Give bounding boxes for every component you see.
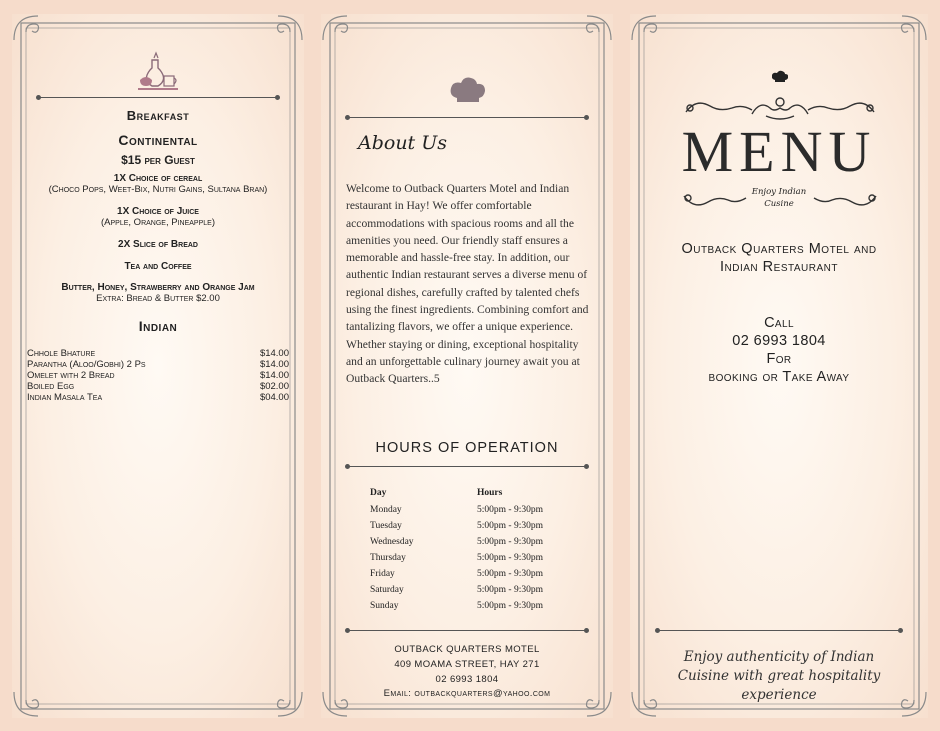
org-name	[630, 240, 928, 276]
hours-day: Thursday	[370, 553, 406, 563]
breakfast-item-detail: (Apple, Orange, Pineapple)	[101, 217, 215, 228]
org-name-line2: Indian Restaurant	[720, 259, 838, 275]
breakfast-item-title: 1X Choice of cereal	[113, 173, 203, 184]
menu-item-name: Indian Masala Tea	[27, 392, 103, 403]
hours-time: 5:00pm - 9:30pm	[477, 537, 543, 547]
menu-row	[27, 359, 289, 370]
hours-row	[370, 553, 570, 563]
divider	[347, 466, 587, 467]
divider	[347, 630, 587, 631]
cover-tagline	[630, 648, 928, 705]
menu-item-price: $04.00	[259, 392, 289, 403]
cover-subtitle-line1: Enjoy Indian	[751, 187, 807, 197]
menu-item-price: $14.00	[259, 370, 289, 381]
hours-row	[370, 505, 570, 515]
breakfast-item-detail: (Choco Pops, Weet-Bix, Nutri Gains, Sultana Bran)	[48, 184, 268, 195]
hours-time: 5:00pm - 9:30pm	[477, 521, 543, 531]
hours-day: Friday	[370, 569, 395, 579]
breakfast-panel	[12, 14, 304, 718]
cover-title: MENU	[681, 119, 877, 184]
menu-item-price: $02.00	[259, 381, 289, 392]
booking-label: booking or Take Away	[708, 369, 850, 385]
contact-address: 409 MOAMA STREET, HAY 271	[394, 659, 540, 670]
menu-row	[27, 348, 289, 359]
breakfast-item-title: Tea and Coffee	[124, 261, 192, 272]
contact-name: OUTBACK QUARTERS MOTEL	[394, 644, 540, 655]
about-heading: About Us	[358, 132, 447, 154]
menu-item-name: Omelet with 2 Bread	[27, 370, 115, 381]
cover-subtitle-line2: Cusine	[764, 199, 794, 209]
hours-time: 5:00pm - 9:30pm	[477, 585, 543, 595]
hours-row	[370, 569, 570, 579]
breakfast-item-title: Butter, Honey, Strawberry and Orange Jam	[61, 282, 255, 293]
hours-day: Tuesday	[370, 521, 402, 531]
menu-row	[27, 392, 289, 403]
breakfast-heading: Breakfast	[126, 108, 190, 123]
breakfast-item-detail: Extra: Bread & Butter $2.00	[96, 293, 220, 304]
menu-row	[27, 381, 289, 392]
hours-day: Monday	[370, 505, 402, 515]
menu-row	[27, 370, 289, 381]
continental-heading: Continental	[118, 132, 198, 148]
menu-item-name: Chhole Bhature	[27, 348, 96, 359]
divider	[38, 97, 278, 98]
divider	[657, 630, 901, 631]
breakfast-item-title: 1X Choice of Juice	[117, 206, 199, 217]
call-label: Call	[764, 315, 794, 331]
tagline-line1: Enjoy authenticity of Indian	[683, 649, 875, 665]
hours-header-row	[370, 488, 570, 498]
hours-time: 5:00pm - 9:30pm	[477, 505, 543, 515]
cover-subtitle	[630, 186, 928, 210]
hours-col-hours: Hours	[477, 488, 503, 498]
chef-hat-icon	[772, 70, 788, 84]
hours-col-day: Day	[370, 488, 387, 498]
menu-item-price: $14.00	[259, 348, 289, 359]
hours-time: 5:00pm - 9:30pm	[477, 569, 543, 579]
hours-time: 5:00pm - 9:30pm	[477, 601, 543, 611]
menu-item-name: Boiled Egg	[27, 381, 75, 392]
hours-day: Sunday	[370, 601, 399, 611]
call-block	[630, 314, 928, 386]
cover-panel	[630, 14, 928, 718]
hours-row	[370, 585, 570, 595]
hours-day: Wednesday	[370, 537, 414, 547]
about-body: Welcome to Outback Quarters Motel and Indian restaurant in Hay! We offer comfortable accommodations with spacious rooms and all the amenities you need. Our friendly staff ensures a memorable and hassle-free stay. In addition, our authentic Indian restaurant serves a diverse menu of regional dishes, carefully crafted by talented chefs using the finest ingredients. Combining comfort and tantalizing flavors, we offer a unique experience. Whether staying or dining, exceptional hospitality and an unforgettable culinary journey await you at Outback Quarters..5	[346, 182, 589, 386]
divider	[347, 117, 587, 118]
hours-row	[370, 521, 570, 531]
call-number[interactable]: 02 6993 1804	[732, 333, 826, 349]
for-label: For	[766, 351, 792, 367]
hours-heading: HOURS OF OPERATION	[375, 440, 559, 456]
tagline-line3: experience	[741, 687, 817, 703]
contact-email[interactable]: Email: outbackquarters@yahoo.com	[383, 688, 551, 699]
indian-heading: Indian	[138, 318, 178, 334]
teapot-icon	[136, 50, 182, 92]
price-per-guest: $15 per Guest	[121, 153, 195, 167]
hours-time: 5:00pm - 9:30pm	[477, 553, 543, 563]
menu-item-price: $14.00	[259, 359, 289, 370]
chef-hat-icon	[449, 76, 485, 104]
menu-item-name: Parantha (Aloo/Gobhi) 2 Ps	[27, 359, 146, 370]
hours-row	[370, 537, 570, 547]
org-name-line1: Outback Quarters Motel and	[681, 241, 877, 257]
contact-phone[interactable]: 02 6993 1804	[435, 674, 499, 685]
tagline-line2: Cuisine with great hospitality	[677, 668, 881, 684]
breakfast-item-title: 2X Slice of Bread	[118, 239, 198, 250]
hours-day: Saturday	[370, 585, 404, 595]
hours-row	[370, 601, 570, 611]
about-panel	[321, 14, 613, 718]
